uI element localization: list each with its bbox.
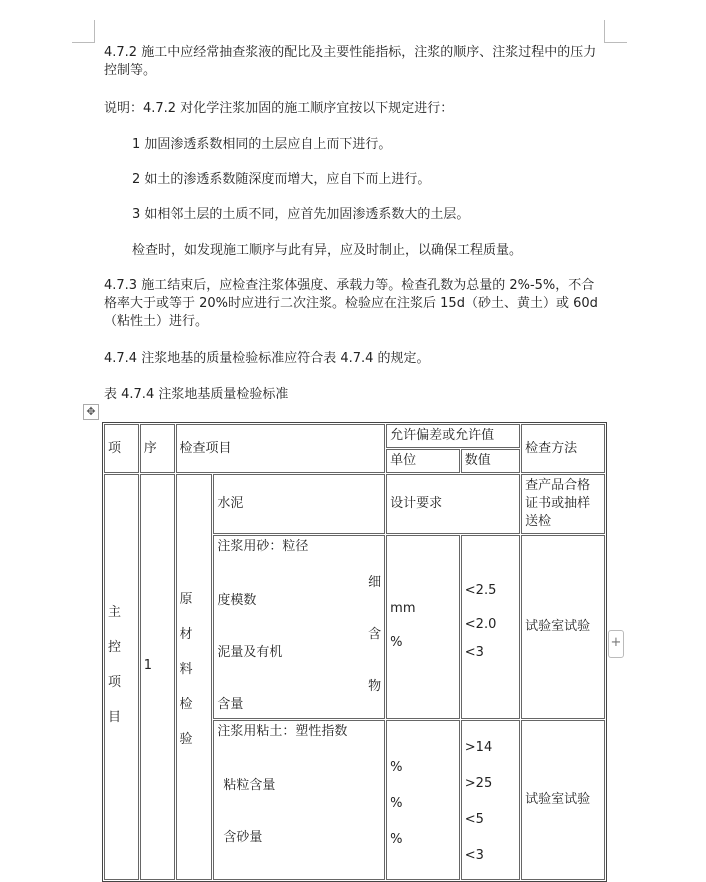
header-tolerance: 允许偏差或允许值: [386, 424, 520, 448]
clay-title: 注浆用粘土：塑性指数: [217, 724, 348, 739]
clay-line-2: 含砂量: [223, 830, 263, 845]
list-item: 3 如相邻土层的土质不同，应首先加固渗透系数大的土层。: [132, 207, 470, 222]
cement-name: 水泥: [213, 474, 385, 534]
seq-number: 1: [143, 658, 153, 673]
header-check-item: 检查项目: [176, 424, 386, 473]
clay-line-1: 粘粒含量: [223, 778, 276, 793]
cement-requirement: 设计要求: [386, 474, 520, 534]
group-main-control: [104, 474, 139, 880]
clay-value-2: >25: [464, 776, 493, 791]
clay-value-1: >14: [464, 740, 493, 755]
table-move-handle-icon[interactable]: ✥: [83, 404, 99, 420]
clay-unit-cell: [386, 720, 460, 880]
header-item: 项: [104, 424, 139, 473]
clay-value-3: <5: [464, 812, 484, 827]
clay-unit-1: %: [390, 760, 403, 775]
clay-unit-2: %: [390, 796, 403, 811]
clay-unit-3: %: [390, 832, 403, 847]
header-method: 检查方法: [521, 424, 605, 473]
page-corner-mark-top-left: [72, 20, 95, 43]
add-column-plus-icon[interactable]: +: [608, 630, 624, 658]
note-4-7-2: 说明：4.7.2 对化学注浆加固的施工顺序宜按以下规定进行：: [104, 101, 454, 116]
header-value: 数值: [461, 449, 520, 473]
category-cell: [176, 474, 213, 880]
table-caption: 表 4.7.4 注浆地基质量检验标准: [104, 387, 289, 402]
sand-line-2a: 含: [368, 627, 382, 642]
quality-standard-table: [102, 422, 607, 882]
paragraph-4-7-2: 4.7.2 施工中应经常抽查浆液的配比及主要性能指标，注浆的顺序、注浆过程中的压力控制等。: [104, 45, 597, 78]
seq-cell: [140, 474, 175, 880]
sand-line-2b: 泥量及有机: [217, 645, 283, 660]
paragraph-4-7-3: 4.7.3 施工结束后，应检查注浆体强度、承载力等。检查孔数为总量的 2%-5%，不合格率大于或等于 20%时应进行二次注浆。检验应在注浆后 15d（砂土、黄土）或 60d（粘性土）进行。: [104, 278, 598, 329]
sand-line-1a: 细: [368, 575, 382, 590]
category-label: 原材料检验: [179, 592, 193, 747]
sand-line-3b: 含量: [217, 697, 244, 712]
cement-method: 查产品合格证书或抽样送检: [521, 474, 605, 534]
paragraph-4-7-4: 4.7.4 注浆地基的质量检验标准应符合表 4.7.4 的规定。: [104, 351, 430, 366]
clay-value-4: <3: [464, 848, 484, 863]
list-item: 1 加固渗透系数相同的土层应自上而下进行。: [132, 137, 392, 152]
sand-unit-cell: [386, 535, 460, 719]
page-corner-mark-top-right: [604, 20, 627, 43]
sand-value-cell: [461, 535, 520, 719]
clay-value-cell: [461, 720, 520, 880]
sand-unit-1: mm: [390, 601, 416, 616]
check-note: 检查时，如发现施工顺序与此有异，应及时制止，以确保工程质量。: [132, 243, 523, 258]
list-item: 2 如土的渗透系数随深度而增大，应自下而上进行。: [132, 172, 431, 187]
sand-value-3: <3: [464, 645, 484, 660]
sand-value-1: <2.5: [464, 583, 497, 598]
header-seq: 序: [140, 424, 175, 473]
sand-value-2: <2.0: [464, 617, 497, 632]
sand-item-cell: [213, 535, 385, 719]
header-unit: 单位: [386, 449, 460, 473]
sand-title: 注浆用砂：粒径: [217, 539, 309, 554]
clay-method: 试验室试验: [521, 720, 605, 880]
sand-unit-2: %: [390, 635, 403, 650]
sand-method: 试验室试验: [521, 535, 605, 719]
clay-item-cell: [213, 720, 385, 880]
sand-line-3a: 物: [368, 679, 382, 694]
sand-line-1b: 度模数: [217, 593, 257, 608]
group-label: 主控项目: [108, 605, 122, 725]
